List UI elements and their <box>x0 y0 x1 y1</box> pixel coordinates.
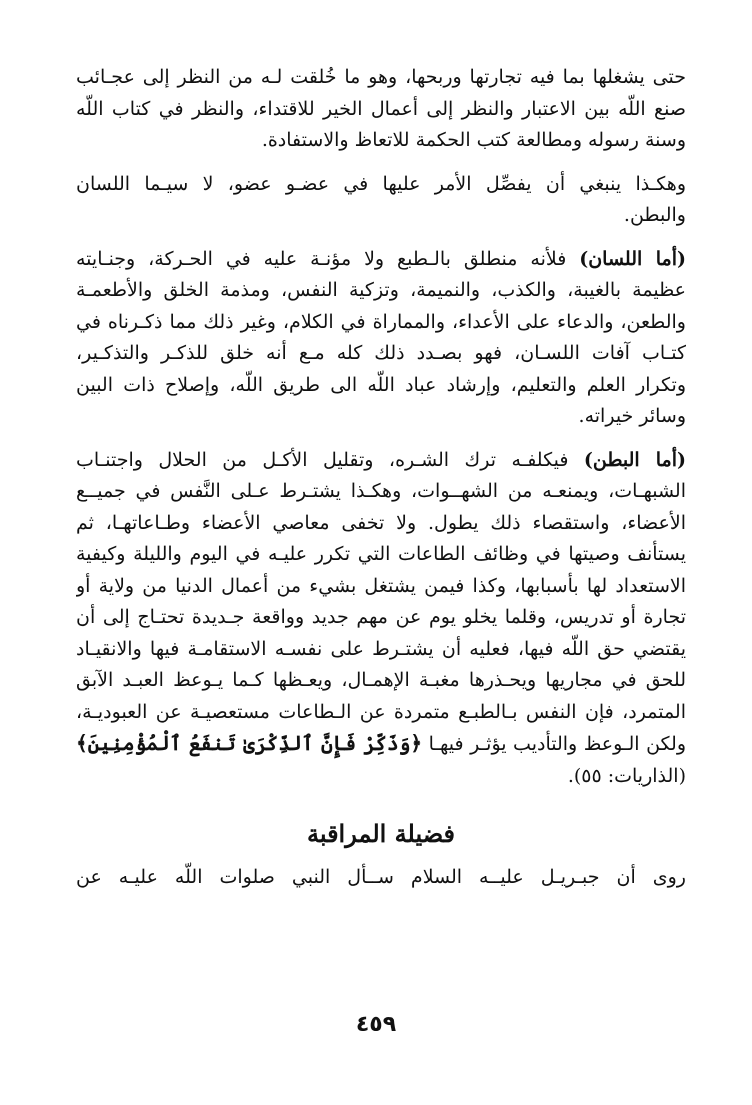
section-heading: فضيلة المراقبة <box>306 819 456 848</box>
page-body <box>76 62 686 906</box>
text-span: فلأنه منطلق بالـطبع ولا مؤنـة عليه في الحـركة، وجنـايته <box>76 247 580 270</box>
text-line: والطعن، والدعاء على الأعداء، والمماراة في الكلام، وغير ذلك مما ذكـرناه في <box>76 310 686 333</box>
quran-verse: ﴿وَذَكِّرْ فَإِنَّ ٱلذِّكْرَىٰ تَنفَعُ ٱلْمُؤْمِنِينَ﴾ <box>76 731 423 755</box>
text-line: المتمرد، فإن النفس بـالطبـع متمردة عن الـطاعات مستعصيـة عن العبوديـة، <box>76 700 686 723</box>
text-line: الشبهـات، ويمنعـه من الشهــوات، وهكـذا يشتـرط عـلى النَّفس في جميــع <box>76 480 686 502</box>
text-line: الأعضاء، واستقصاء ذلك يطول. ولا تخفى معاصي الأعضاء وطـاعاتهـا، ثم <box>76 511 686 534</box>
paragraph-2 <box>76 169 686 232</box>
paragraph-5 <box>76 862 686 894</box>
text-span: ولكن الـوعظ والتأديب يؤثـر فيهـا <box>422 733 686 755</box>
text-line: والبطن. <box>623 204 686 226</box>
text-line: صنع اللّه بين الاعتبار والنظر إلى أعمال الخير للاقتداء، والنظر في كتاب اللّه <box>76 97 686 120</box>
text-line: وسنة رسوله ومطالعة كتب الحكمة للاتعاظ والاستفادة. <box>261 129 686 151</box>
text-line: تجارة أو تدريس، وقلما يخلو يوم عن مهم جديد وواقعة جـديدة تحتـاج إلى أن <box>76 606 686 628</box>
text-line: وهكـذا ينبغي أن يفصِّل الأمر عليها في عضـو عضو، لا سيـما اللسان <box>76 172 686 195</box>
paragraph-stomach <box>76 445 686 793</box>
section-lead-tongue: (أما اللسان) <box>579 247 686 270</box>
text-line <box>76 244 686 276</box>
text-line: عظيمة بالغيبة، والكذب، والنميمة، وتزكية النفس، ومذمة الخلق والأطعمـة <box>76 279 686 301</box>
page-number: ٤٥٩ <box>355 1012 397 1037</box>
text-line <box>76 445 686 477</box>
text-line: روى أن جبـريـل عليــه السلام ســأل النبي صلوات اللّه عليـه عن <box>76 866 686 888</box>
text-line: وتكرار العلم والتعليم، وإرشاد عباد اللّه الى طريق اللّه، وإصلاح ذات البين <box>76 373 686 396</box>
text-line <box>76 728 686 761</box>
text-line: للحق في مجاريها ويحـذرها مغبـة الإهمـال، ويعـظها كـما يـوعظ العبـد الآبق <box>76 669 686 691</box>
section-lead-stomach: (أما البطن) <box>583 448 686 471</box>
text-line: كتـاب آفات اللسـان، فهو بصـدد ذلك كله مـع أنه خلق للذكـر والتذكـير، <box>76 342 686 364</box>
text-line: يستأنف وصيتها في وظائف الطاعات التي تكرر عليـه في اليوم والليلة وكيفية <box>76 543 686 565</box>
paragraph-tongue <box>76 244 686 433</box>
text-line: يقتضي حق اللّه فيها، فعليه أن يشتـرط على نفسـه الاستقامـة فيها والانقيـاد <box>76 637 686 660</box>
text-span: فيكلفـه ترك الشـره، وتقليل الأكـل من الحلال واجتنـاب <box>76 448 584 471</box>
text-line: حتى يشغلها بما فيه تجارتها وربحها، وهو ما خُلقت لـه من النظر إلى عجـائب <box>76 66 686 88</box>
text-line: الاستعداد لها بأسبابها، وكذا فيمن يشتغل بشيء من أعمال الدنيا من ولاية أو <box>76 574 686 597</box>
citation: (الذاريات: ٥٥). <box>567 764 686 787</box>
text-line: وسائر خيراته. <box>578 405 686 427</box>
paragraph-1 <box>76 62 686 157</box>
